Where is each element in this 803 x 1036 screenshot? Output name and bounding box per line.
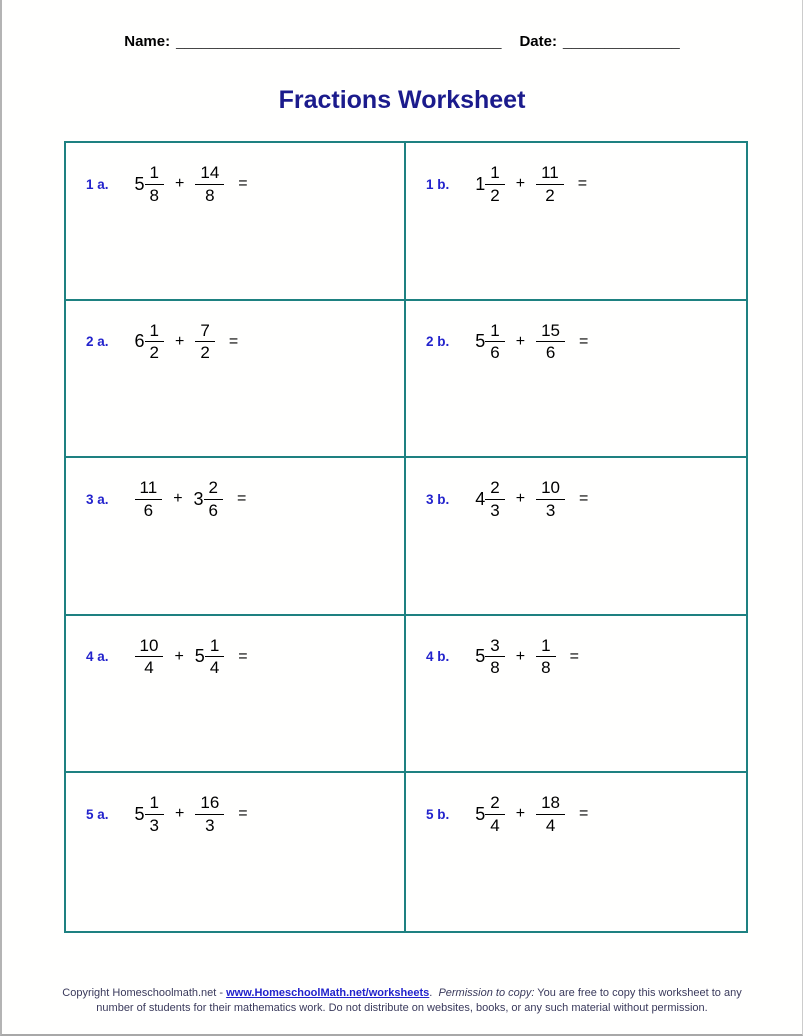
second-numerator: 14 [200, 163, 220, 182]
problem-cell [66, 143, 406, 301]
problem-line [426, 163, 746, 205]
name-date-row [2, 0, 802, 50]
second-fraction [536, 636, 555, 678]
first-denominator: 6 [490, 343, 500, 363]
first-whole-number: 5 [475, 646, 486, 667]
first-fraction-bar [485, 184, 504, 185]
footer-line1-rest: You are free to copy this worksheet to any [534, 987, 742, 999]
problem-expression [135, 636, 248, 678]
problem-cell [406, 458, 746, 616]
footer-copyright [2, 986, 802, 1016]
first-fraction-bar [485, 341, 504, 342]
second-term [194, 478, 223, 520]
second-denominator: 4 [209, 658, 220, 678]
problem-line [86, 636, 404, 678]
problem-cell [406, 143, 746, 301]
first-fraction-bar [485, 499, 504, 500]
problem-label: 1 b. [426, 176, 450, 192]
first-fraction-bar [485, 814, 504, 815]
second-fraction [204, 478, 223, 520]
problem-cell [66, 301, 406, 459]
problem-label: 3 b. [426, 491, 450, 507]
first-fraction [145, 163, 164, 205]
first-term [135, 478, 163, 520]
equals-sign: = [569, 647, 579, 665]
second-denominator: 8 [205, 185, 215, 205]
equals-sign: = [238, 647, 248, 665]
problems-grid [64, 141, 748, 933]
second-whole-number: 5 [194, 646, 205, 667]
first-term [475, 793, 504, 835]
plus-operator: + [175, 175, 185, 193]
second-numerator: 7 [200, 320, 210, 340]
second-numerator: 18 [541, 793, 561, 813]
first-fraction-bar [135, 499, 163, 500]
first-whole-number: 1 [475, 173, 486, 194]
first-denominator: 6 [143, 500, 154, 520]
problem-line [86, 163, 404, 205]
second-fraction-bar [195, 341, 214, 342]
first-fraction-bar [145, 341, 164, 342]
first-denominator: 3 [490, 500, 500, 520]
first-numerator: 3 [490, 635, 500, 655]
problem-cell [66, 616, 406, 774]
problem-cell [66, 458, 406, 616]
second-fraction-bar [195, 184, 224, 185]
plus-operator: + [515, 647, 526, 665]
problem-label: 1 a. [86, 176, 109, 192]
second-term [195, 321, 214, 363]
problem-cell [406, 301, 746, 459]
second-fraction [195, 793, 224, 835]
problem-expression [475, 321, 588, 363]
first-fraction [485, 636, 504, 678]
plus-operator: + [515, 490, 526, 508]
problem-expression [135, 163, 248, 205]
second-fraction-bar [536, 341, 565, 342]
first-numerator: 1 [149, 793, 160, 813]
first-term [475, 636, 504, 678]
equals-sign: = [579, 805, 589, 823]
second-denominator: 8 [541, 658, 551, 678]
first-numerator: 1 [149, 163, 160, 182]
problem-cell [66, 773, 406, 931]
problem-label: 3 a. [86, 491, 109, 507]
second-fraction-bar [195, 814, 224, 815]
second-denominator: 3 [205, 815, 215, 835]
second-fraction [536, 793, 565, 835]
second-numerator: 15 [541, 320, 561, 340]
problem-expression [135, 478, 247, 520]
first-term [135, 793, 164, 835]
second-numerator: 11 [541, 163, 559, 182]
second-denominator: 6 [545, 343, 556, 363]
first-term [475, 163, 504, 205]
first-denominator: 4 [144, 658, 154, 678]
footer-copyright-prefix: Copyright Homeschoolmath.net - [62, 987, 227, 999]
first-whole-number: 5 [134, 173, 145, 194]
problem-label: 4 a. [86, 649, 109, 665]
second-fraction-bar [205, 656, 224, 657]
problem-label: 5 a. [86, 806, 109, 822]
second-denominator: 2 [545, 185, 555, 205]
problem-line [86, 478, 404, 520]
second-numerator: 1 [209, 635, 220, 655]
first-fraction-bar [485, 656, 504, 657]
problem-expression [135, 793, 248, 835]
equals-sign: = [238, 805, 248, 823]
second-fraction-bar [204, 499, 223, 500]
second-fraction [536, 163, 564, 205]
second-fraction [536, 321, 565, 363]
problem-line [426, 478, 746, 520]
problem-cell [406, 773, 746, 931]
second-term [536, 321, 565, 363]
first-term [135, 636, 164, 678]
second-fraction-bar [536, 656, 555, 657]
second-denominator: 3 [545, 500, 556, 520]
plus-operator: + [515, 332, 526, 350]
problem-line [86, 321, 404, 363]
second-denominator: 2 [200, 343, 210, 363]
first-fraction-bar [135, 656, 164, 657]
second-denominator: 4 [545, 815, 556, 835]
first-denominator: 3 [149, 815, 160, 835]
footer-line2: number of students for their mathematics work. Do not distribute on websites, books, or any such material without permission. [96, 1002, 708, 1014]
first-term [475, 478, 504, 520]
second-fraction-bar [536, 499, 565, 500]
first-denominator: 8 [149, 185, 160, 205]
second-fraction [195, 321, 214, 363]
problem-line [86, 793, 404, 835]
first-whole-number: 6 [134, 331, 145, 352]
second-term [536, 163, 564, 205]
equals-sign: = [577, 175, 588, 193]
first-denominator: 8 [490, 658, 500, 678]
plus-operator: + [174, 647, 184, 665]
problem-expression [475, 163, 587, 205]
name-label: Name: [124, 33, 171, 50]
first-fraction [485, 163, 504, 205]
first-term [135, 163, 164, 205]
second-fraction [536, 478, 565, 520]
equals-sign: = [228, 332, 239, 350]
first-numerator: 1 [490, 163, 500, 182]
second-term [195, 793, 224, 835]
second-numerator: 1 [541, 635, 551, 655]
first-fraction-bar [145, 814, 164, 815]
second-term [536, 793, 565, 835]
second-numerator: 2 [208, 478, 219, 498]
second-term [195, 163, 224, 205]
plus-operator: + [515, 805, 526, 823]
plus-operator: + [175, 332, 185, 350]
first-fraction [145, 321, 164, 363]
equals-sign: = [579, 332, 589, 350]
footer-after-link: . [429, 987, 439, 999]
second-fraction [205, 636, 224, 678]
first-term [135, 321, 164, 363]
worksheets-link[interactable]: www.HomeschoolMath.net/worksheets [226, 987, 430, 999]
problem-label: 2 b. [426, 334, 450, 350]
problem-expression [135, 321, 239, 363]
first-fraction-bar [145, 184, 164, 185]
second-numerator: 10 [541, 478, 561, 498]
second-numerator: 16 [200, 793, 220, 813]
problem-label: 5 b. [426, 806, 450, 822]
first-whole-number: 4 [475, 488, 486, 509]
problem-line [426, 793, 746, 835]
first-fraction [485, 321, 504, 363]
problem-expression [475, 478, 588, 520]
equals-sign: = [238, 175, 248, 193]
first-fraction [485, 478, 504, 520]
equals-sign: = [579, 490, 589, 508]
problem-expression [475, 793, 588, 835]
second-fraction-bar [536, 814, 565, 815]
second-whole-number: 3 [193, 488, 204, 509]
first-denominator: 4 [490, 815, 500, 835]
equals-sign: = [237, 490, 247, 508]
first-whole-number: 5 [134, 803, 145, 824]
first-denominator: 2 [490, 185, 500, 205]
first-numerator: 2 [490, 478, 500, 498]
first-denominator: 2 [149, 343, 160, 363]
problem-expression [475, 636, 579, 678]
first-numerator: 1 [490, 320, 500, 340]
plus-operator: + [173, 490, 183, 508]
first-whole-number: 5 [475, 331, 486, 352]
plus-operator: + [175, 805, 185, 823]
first-fraction [145, 793, 164, 835]
date-label: Date: [519, 33, 557, 50]
first-whole-number: 5 [475, 803, 486, 824]
first-numerator: 1 [149, 320, 160, 340]
second-term [536, 478, 565, 520]
second-term [536, 636, 555, 678]
first-numerator: 2 [490, 793, 500, 813]
second-fraction [195, 163, 224, 205]
second-fraction-bar [536, 184, 564, 185]
name-blank-line: _______________________________________ [176, 33, 502, 50]
first-numerator: 11 [139, 478, 158, 498]
page-title: Fractions Worksheet [278, 86, 526, 114]
problem-label: 2 a. [86, 334, 109, 350]
first-numerator: 10 [139, 635, 159, 655]
date-blank-line: ______________ [562, 33, 680, 50]
problem-label: 4 b. [426, 649, 450, 665]
problem-cell [406, 616, 746, 774]
footer-permission-phrase: Permission to copy: [438, 987, 535, 999]
problem-line [426, 636, 746, 678]
second-term [195, 636, 224, 678]
first-fraction [485, 793, 504, 835]
plus-operator: + [515, 175, 526, 193]
first-term [475, 321, 504, 363]
first-fraction [135, 478, 163, 520]
second-denominator: 6 [208, 500, 219, 520]
problem-line [426, 321, 746, 363]
first-fraction [135, 636, 164, 678]
